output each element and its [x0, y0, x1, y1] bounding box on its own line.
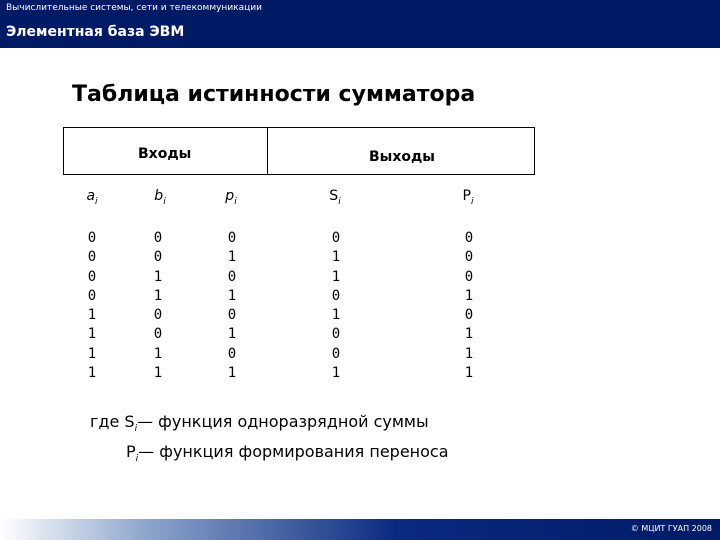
col-header-a: $a_i$ [86, 188, 98, 207]
cell: 1 [153, 268, 163, 285]
cell: 1 [331, 249, 341, 266]
cell: 0 [87, 230, 97, 246]
cell: 0 [153, 249, 163, 266]
cell: 1 [464, 287, 474, 304]
course-title: Вычислительные системы, сети и телекоммуникации [6, 3, 262, 13]
cell: 0 [331, 326, 341, 343]
inputs-group-label: Входы [138, 146, 192, 162]
column-a-values [72, 229, 112, 383]
slide-title: Таблица истинности сумматора [72, 82, 476, 107]
cell: 0 [331, 287, 341, 304]
cell: 0 [227, 268, 237, 285]
cell: 0 [464, 249, 474, 266]
cell: 1 [153, 365, 163, 382]
cell: 1 [464, 345, 474, 362]
cell: 1 [331, 365, 341, 382]
footer-bar [0, 519, 720, 540]
col-header-p: $p_i$ [225, 188, 237, 207]
cell: 0 [464, 307, 474, 324]
cell: 0 [331, 230, 341, 246]
note-sum: где $S_i—$ функция одноразрядной суммы [90, 412, 429, 435]
cell: 1 [227, 326, 237, 343]
cell: 1 [87, 345, 97, 362]
table-header-divider [267, 127, 268, 175]
cell: 1 [153, 345, 163, 362]
cell: 0 [227, 230, 237, 246]
column-p-out-values [449, 229, 489, 383]
cell: 1 [227, 365, 237, 382]
header-bar [0, 0, 720, 48]
cell: 0 [87, 287, 97, 304]
cell: 0 [153, 307, 163, 324]
col-header-s: $S_i$ [329, 188, 341, 207]
column-p-values [212, 229, 252, 383]
cell: 1 [87, 307, 97, 324]
cell: 1 [331, 307, 341, 324]
cell: 1 [87, 326, 97, 343]
cell: 0 [331, 345, 341, 362]
cell: 1 [331, 268, 341, 285]
cell: 1 [227, 287, 237, 304]
cell: 0 [227, 345, 237, 362]
cell: 1 [153, 287, 163, 304]
cell: 0 [227, 307, 237, 324]
col-header-p-out: $P_i$ [462, 188, 474, 207]
column-s-values [316, 229, 356, 383]
outputs-group-label: Выходы [369, 149, 435, 165]
cell: 0 [87, 249, 97, 266]
column-b-values [138, 229, 178, 383]
topic-title: Элементная база ЭВМ [6, 24, 185, 40]
cell: 0 [87, 268, 97, 285]
cell: 1 [87, 365, 97, 382]
note-carry: $P_i—$ функция формирования переноса [126, 442, 449, 465]
cell: 1 [464, 365, 474, 382]
cell: 1 [227, 249, 237, 266]
cell: 0 [153, 230, 163, 246]
cell: 1 [464, 326, 474, 343]
cell: 0 [464, 230, 474, 246]
cell: 0 [464, 268, 474, 285]
cell: 0 [153, 326, 163, 343]
copyright: © МЦИТ ГУАП 2008 [630, 524, 712, 533]
col-header-b: $b_i$ [154, 188, 166, 207]
table-header-box [63, 127, 535, 175]
